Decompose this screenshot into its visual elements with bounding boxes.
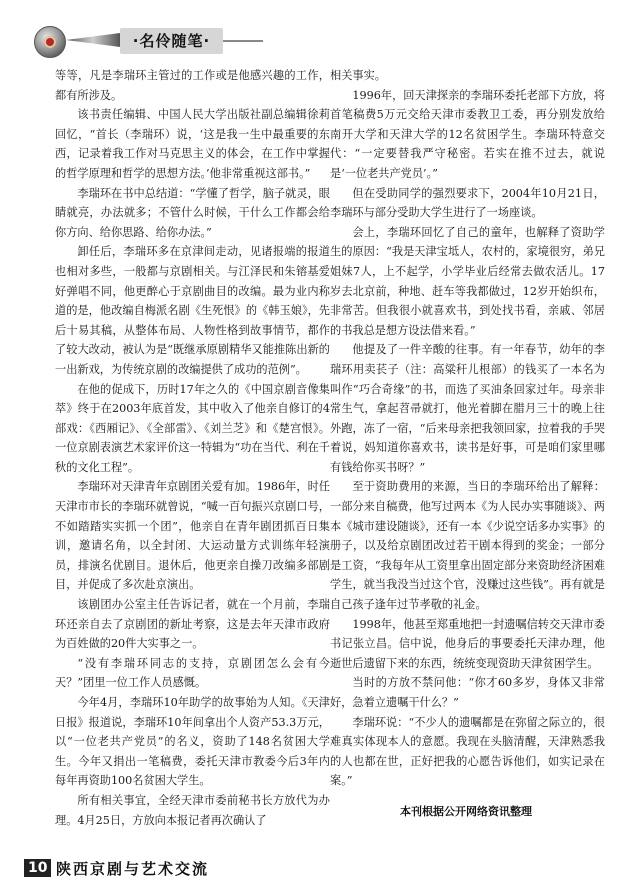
paragraph: 在他的促成下，历时17年之久的《中国京剧音像集萃》终于在2003年底首发，其中收入了他亲自修订的4部戏：《西厢记》、《全部雷》、《刘兰芝》和《楚宫恨》。一位京剧表演艺术家评价这一特辑为“功在当代、利在千秋的文化工程”。 xyxy=(55,382,330,474)
source-credit: 本刊根据公开网络资讯整理 xyxy=(400,805,532,818)
paragraph: 李瑞环在书中总结道：“学懂了哲学，脑子就灵，眼睛就亮，办法就多；不管什么时候，干什么工作都会给你方向、给你思路、给你办法。” xyxy=(55,186,330,239)
article-column-left xyxy=(55,66,330,830)
paragraph: 1996年，回天津探亲的李瑞环委托老部下方放，将首笔稿费5万元交给天津市委教卫工委，再分别发放给南开大学和天津大学的12名贫困学生。李瑞环特意交代：“一定要替我严守秘密。若实在推不过去，就说是‘一位老共产党员’。” xyxy=(330,88,605,180)
page-number: 10 xyxy=(24,859,51,877)
journal-name: 陕西京剧与艺术交流 xyxy=(56,860,210,878)
paragraph: 李瑞环说：“不少人的遗嘱都是在弥留之际立的，很难真实体现本人的意愿。我现在头脑清醒，天津熟悉我的人也都在世，正好把我的心愿告诉他们，如实记录在案。” xyxy=(330,715,605,788)
paragraph: 等等，凡是李瑞环主管过的工作或是他感兴趣的工作，都有所涉及。 xyxy=(55,69,330,102)
section-title: ·名伶随笔· xyxy=(120,28,223,54)
paragraph: 卸任后，李瑞环多在京津间走动，见诸报端的报道也相对多些，一般都与京剧相关。与江泽民和朱镕基爱好弹唱不同，他更醉心于京剧曲目的改编。最为业内称道的是，他改编自梅派名剧《生死恨》的《韩玉娘》，先后十易其稿，从整体布局、人物性格到故事情节，都作了较大改动，被认为是“既继承原剧精华又能推陈出新的一出新戏，为传统京剧的改编提供了成功的范例”。 xyxy=(55,245,330,376)
header-decorative-bar xyxy=(66,33,120,47)
paragraph: 该剧团办公室主任告诉记者，就在一个月前，李瑞环还亲自去了京剧团的新址考察，这是去年天津市政府为百姓做的20件大实事之一。 xyxy=(55,598,330,651)
paragraph: 所有相关事宜，全经天津市委前秘书长方放代为办理。4月25日，方放向本报记者再次确认了 xyxy=(55,793,330,827)
paragraph: 会上，李瑞环回忆了自己的童年，也解释了资助学生的原因：“我是天津宝坻人，农村的，家境很穷，弟兄姐妹7人，上不起学，小学毕业后经常去做农活儿。17岁去北京前，种地、赶车等我都做过，12岁开始织布，非常苦。但我很小就喜欢书，到处找书看，亲戚、邻居的书我总是想方设法借来看。” xyxy=(330,225,605,337)
paragraph: 当时的方放不禁问他：“你才60多岁，身体又非常好，急着立遗嘱干什么？” xyxy=(330,676,605,709)
paragraph: 相关事实。 xyxy=(330,69,386,82)
paragraph: 至于资助费用的来源，当日的李瑞环给出了解释：一部分来自稿费，他写过两本《为人民办实事随谈》、两本《城市建设随谈》，还有一本《少说空话多办实事》的册子，以及给京剧团改过若干剧本得到的奖金；一部分是工资，“我每年从工资里拿出固定部分来资助经济困难学生，就当我没当过这个官，没赚过这些钱”。再有就是自己孩子逢年过节孝敬的礼金。 xyxy=(330,480,605,612)
opera-mask-emblem-icon xyxy=(34,26,66,58)
paragraph: 今年4月，李瑞环10年助学的故事始为人知。《天津日报》报道说，李瑞环10年间拿出个人资产53.3万元，以“一位老共产党员”的名义，资助了148名贫困大学生。今年又捐出一笔稿费，委托天津市教委今后3年内每年再资助100名贫困大学生。 xyxy=(55,696,330,788)
header-rule xyxy=(223,40,263,42)
paragraph: “没有李瑞环同志的支持，京剧团怎么会有今天？”团里一位工作人员感慨。 xyxy=(55,656,330,690)
page-header xyxy=(0,0,627,60)
paragraph: 1998年，他甚至郑重地把一封遗嘱信转交天津市委书记张立昌。信中说，他身后的事要委托天津办理，他逝世后遗留下来的东西，统统变现资助天津贫困学生。 xyxy=(330,617,605,670)
paragraph: 他提及了一件辛酸的往事。有一年春节，幼年的李瑞环用卖苌子（注：高粱秆儿根部）的钱买了一本名为叫作“巧合奇缘”的书，而选了买油条回家过年。母亲非常生气，拿起苕帚就打，他光着脚在腊月三十的晚上往外跑，冻了一宿，“后来母亲把我领回家，拉着我的手哭着说，妈知道你喜欢书，读书是好事，可是咱们家里哪有钱给你买书呀？” xyxy=(330,343,605,474)
paragraph: 该书责任编辑、中国人民大学出版社副总编辑徐莉回忆，“首长（李瑞环）说，‘这是我一生中最重要的东西，记录着我工作对马克思主义的体会，在工作中掌握的哲学原理和哲学的思想方法。’他非常重视这部书。” xyxy=(55,108,330,180)
page-footer xyxy=(0,848,627,882)
article-column-right xyxy=(330,66,605,791)
paragraph: 李瑞环对天津青年京剧团关爱有加。1986年，时任天津市市长的李瑞环就曾说，“喊一百句振兴京剧口号，不如踏踏实实抓一个团”，他亲自在青年剧团抓百日集训，邀请名角，以全封闭、大运动量方式训练年轻演员，排演名优剧目。退休后，他更亲自操刀改编多部剧目，并促成了多次赴京演出。 xyxy=(55,480,330,592)
paragraph: 但在受助同学的强烈要求下，2004年10月21日，李瑞环与部分受助大学生进行了一场座谈。 xyxy=(330,186,605,220)
